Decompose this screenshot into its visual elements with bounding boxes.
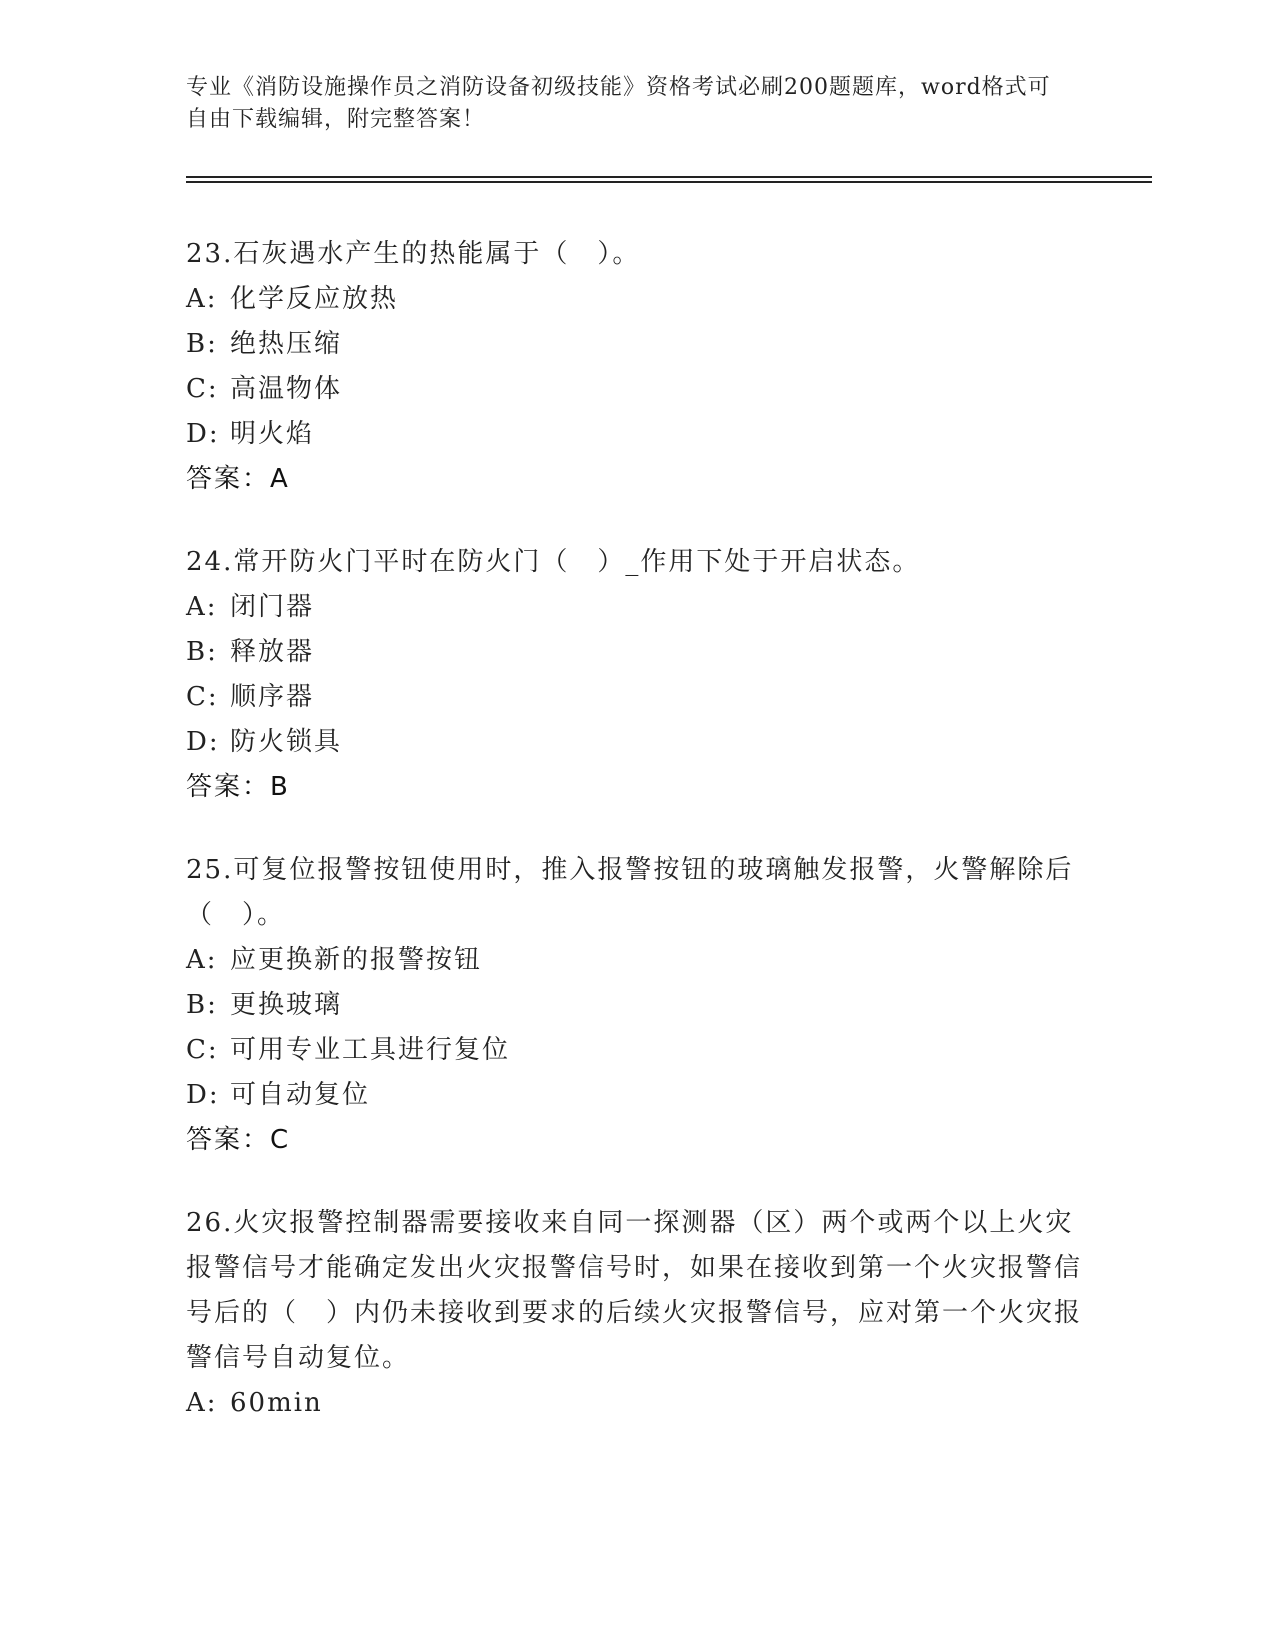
answer-line: 答案：C [186, 1125, 291, 1155]
option-c [186, 675, 1086, 720]
option-letter: B: [186, 637, 218, 667]
option-c [186, 1028, 1086, 1073]
option-letter: A: [186, 945, 218, 975]
option-text: 60min [230, 1388, 323, 1418]
header-divider-top [186, 176, 1152, 178]
option-text: 应更换新的报警按钮 [230, 945, 483, 975]
option-d [186, 412, 1086, 457]
option-text: 防火锁具 [230, 727, 343, 757]
option-a [186, 277, 1086, 322]
option-text: 化学反应放热 [230, 284, 399, 314]
option-text: 高温物体 [230, 374, 343, 404]
option-b [186, 983, 1086, 1028]
option-d [186, 720, 1086, 765]
option-a [186, 938, 1086, 983]
option-text: 闭门器 [230, 592, 315, 622]
answer-line: 答案：A [186, 464, 290, 494]
question-list [186, 232, 1086, 1464]
option-text: 更换玻璃 [230, 990, 343, 1020]
document-header: 专业《消防设施操作员之消防设备初级技能》资格考试必刷200题题库，word格式可自由下载编辑，附完整答案！ [186, 75, 1051, 132]
option-text: 释放器 [230, 637, 315, 667]
option-letter: A: [186, 284, 218, 314]
option-text: 顺序器 [230, 682, 315, 712]
option-c [186, 367, 1086, 412]
option-letter: B: [186, 990, 218, 1020]
option-letter: A: [186, 1388, 218, 1418]
option-letter: B: [186, 329, 218, 359]
question-text: 26.火灾报警控制器需要接收来自同一探测器（区）两个或两个以上火灾报警信号才能确定发出火灾报警信号时，如果在接收到第一个火灾报警信号后的（ ）内仍未接收到要求的后续火灾报警信号，应对第一个火灾报警信号自动复位。 [186, 1208, 1083, 1373]
option-text: 绝热压缩 [230, 329, 343, 359]
question-24 [186, 540, 1086, 810]
question-26 [186, 1201, 1086, 1426]
option-letter: D: [186, 419, 220, 449]
option-letter: D: [186, 1080, 220, 1110]
option-letter: C: [186, 682, 219, 712]
option-letter: A: [186, 592, 218, 622]
option-text: 明火焰 [230, 419, 315, 449]
question-text: 23.石灰遇水产生的热能属于（ ）。 [186, 239, 641, 269]
option-letter: D: [186, 727, 220, 757]
question-23 [186, 232, 1086, 502]
option-d [186, 1073, 1086, 1118]
question-text: 25.可复位报警按钮使用时，推入报警按钮的玻璃触发报警，火警解除后（ ）。 [186, 855, 1074, 930]
option-a [186, 585, 1086, 630]
option-b [186, 630, 1086, 675]
answer-line: 答案：B [186, 772, 290, 802]
option-text: 可自动复位 [230, 1080, 371, 1110]
option-a [186, 1381, 1086, 1426]
option-b [186, 322, 1086, 367]
option-letter: C: [186, 374, 219, 404]
question-text: 24.常开防火门平时在防火门（ ）_作用下处于开启状态。 [186, 547, 921, 577]
question-25 [186, 848, 1086, 1163]
header-divider-bottom [186, 181, 1152, 183]
option-text: 可用专业工具进行复位 [230, 1035, 511, 1065]
option-letter: C: [186, 1035, 219, 1065]
